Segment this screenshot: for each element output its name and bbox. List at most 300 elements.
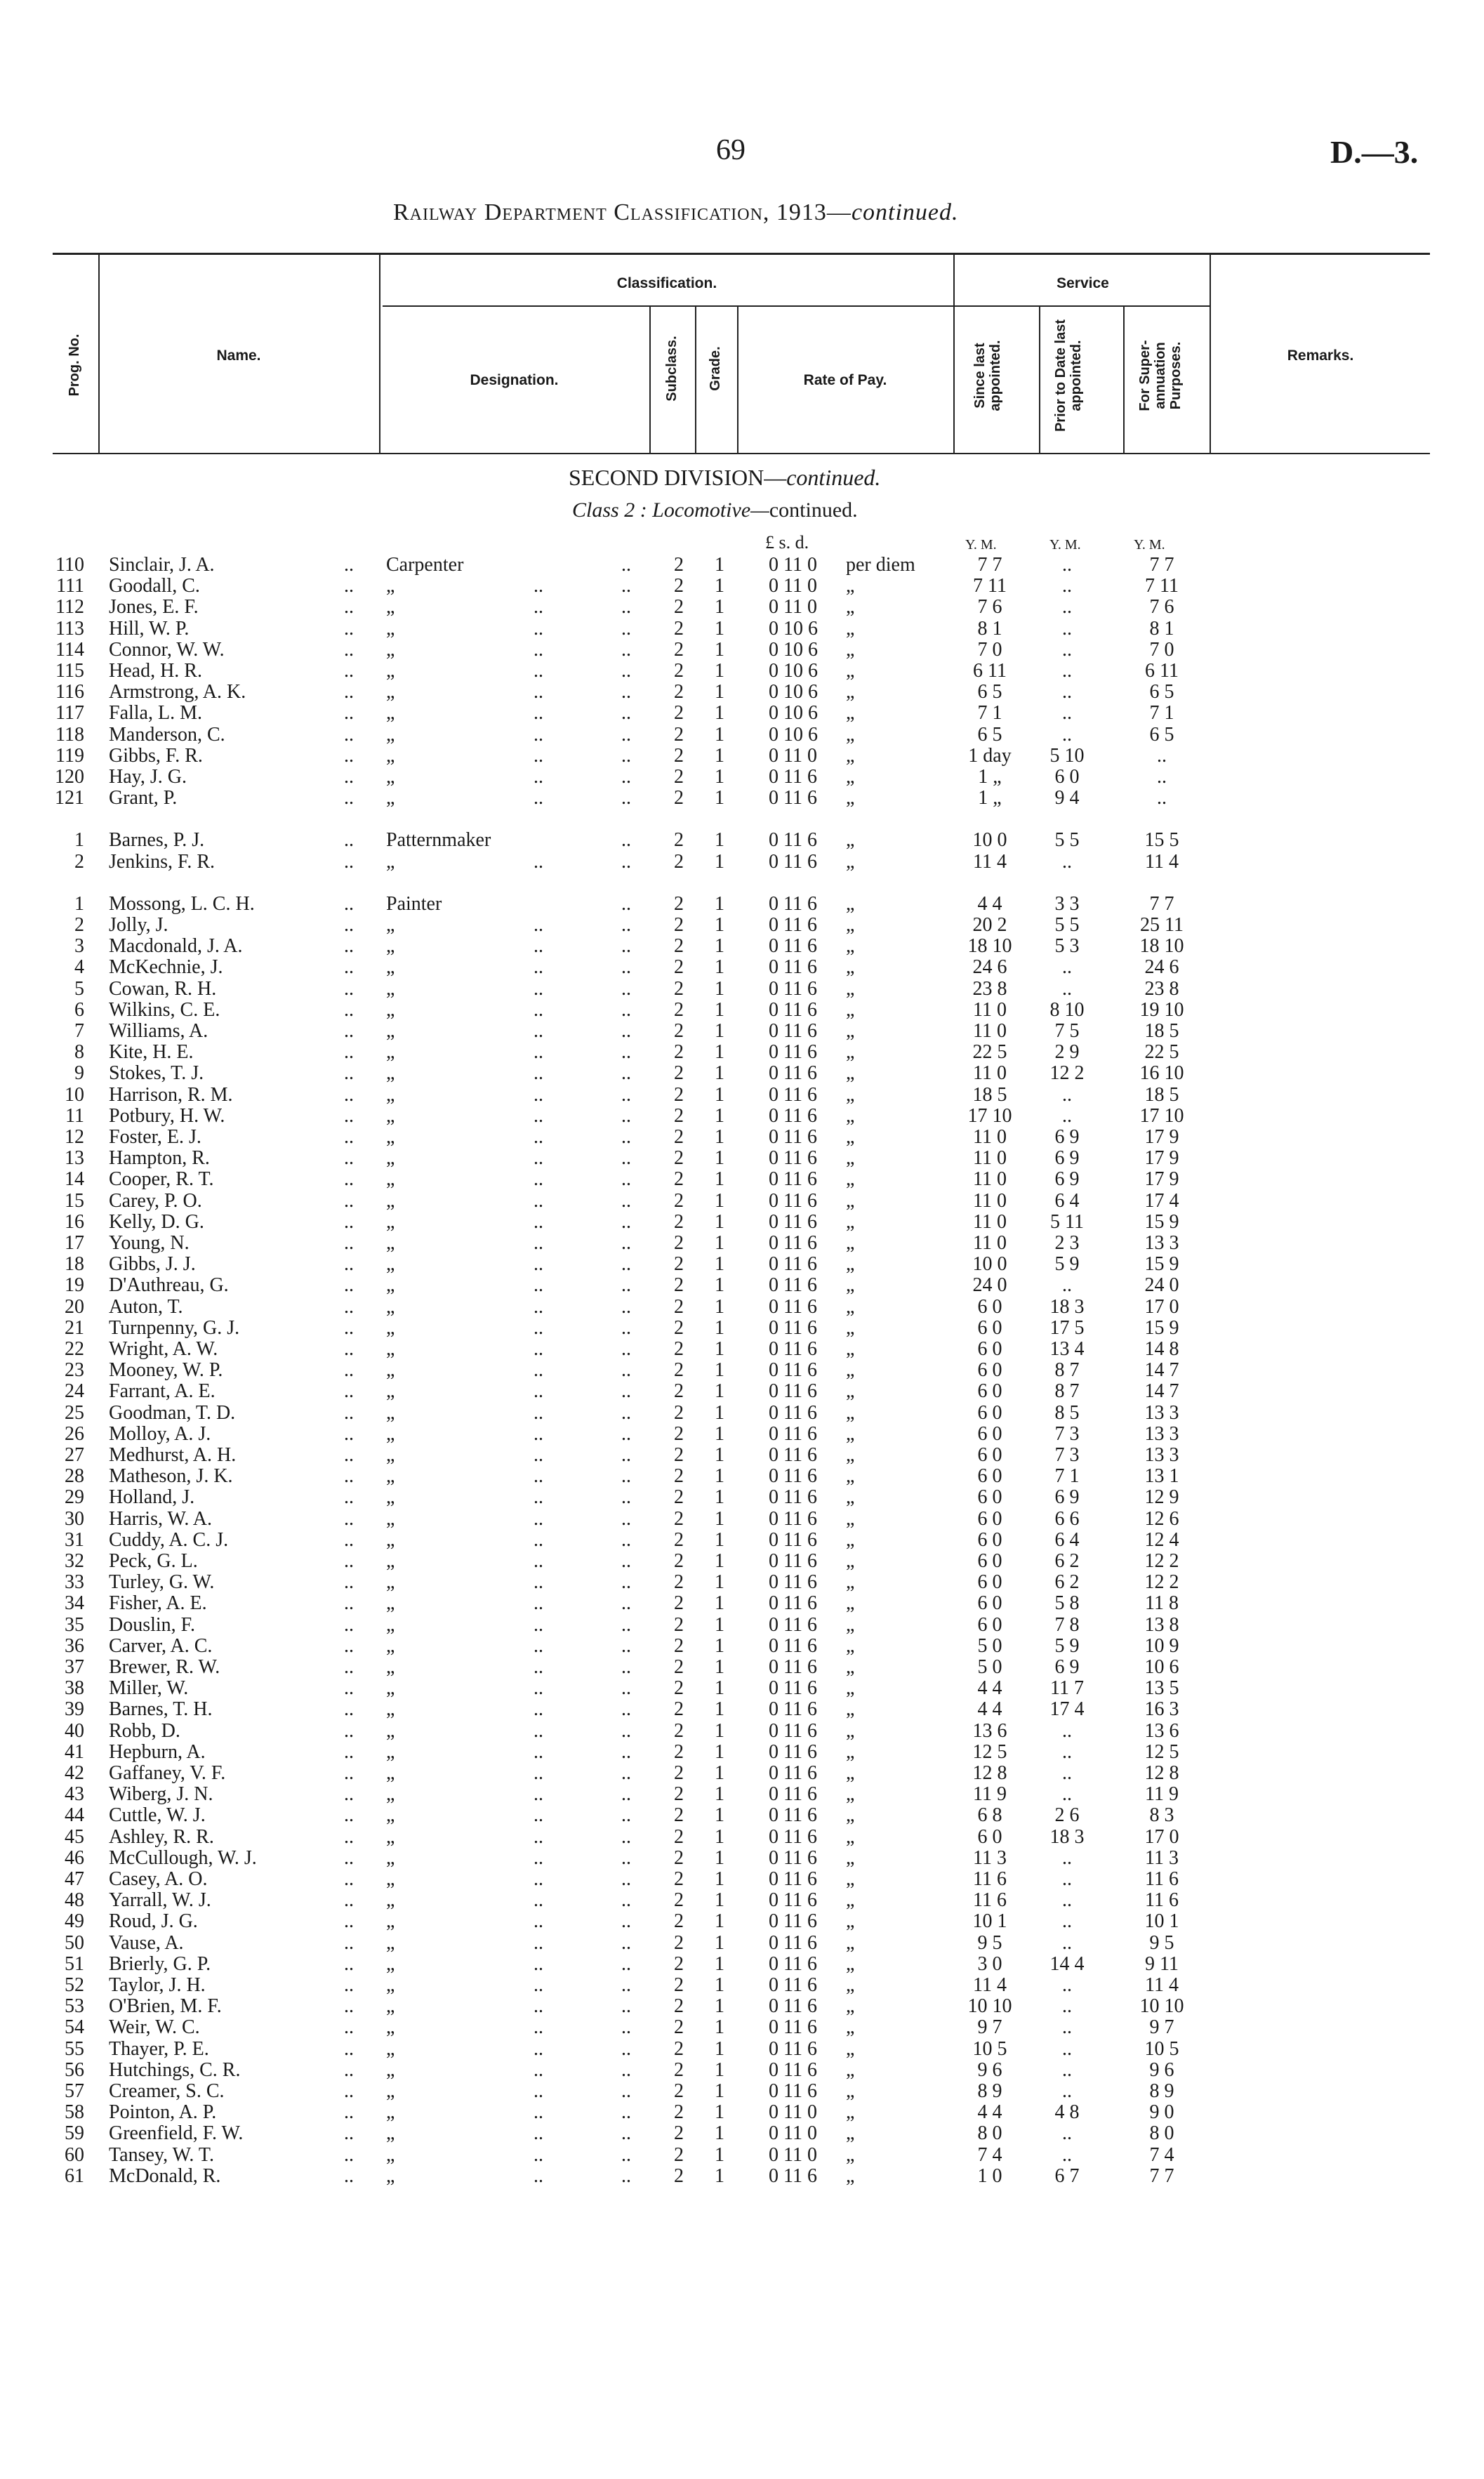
cell-name: Vause, A. xyxy=(109,1932,184,1954)
cell-grade: 1 xyxy=(715,978,724,1000)
cell-prior-to-date: 5 3 xyxy=(1054,935,1080,957)
cell-prior-to-date: 6 4 xyxy=(1054,1190,1080,1212)
cell-designation: „ xyxy=(386,1190,395,1212)
cell-since-last: 9 7 xyxy=(977,2016,1002,2038)
page-title xyxy=(393,199,959,226)
cell-name: Douslin, F. xyxy=(109,1614,196,1636)
leader-dots: .. xyxy=(534,1062,543,1084)
leader-dots: .. xyxy=(621,1232,631,1254)
cell-grade: 1 xyxy=(715,2165,724,2187)
header-top-rule xyxy=(53,253,1430,255)
table-row xyxy=(0,682,1484,703)
cell-prog-no: 120 xyxy=(55,766,84,788)
cell-superannuation: 12 2 xyxy=(1144,1550,1179,1572)
cell-prior-to-date: .. xyxy=(1062,2144,1072,2166)
table-row xyxy=(0,597,1484,618)
cell-superannuation: 10 10 xyxy=(1139,1995,1184,2017)
leader-dots: .. xyxy=(621,1847,631,1869)
cell-name: Goodall, C. xyxy=(109,575,200,597)
cell-name: Cowan, R. H. xyxy=(109,978,217,1000)
cell-rate-of-pay: 0 11 6 xyxy=(769,2016,817,2038)
cell-prog-no: 4 xyxy=(74,956,84,978)
cell-rate-of-pay: 0 11 6 xyxy=(769,978,817,1000)
cell-name: Potbury, H. W. xyxy=(109,1105,225,1127)
table-row xyxy=(0,1742,1484,1763)
cell-since-last: 8 9 xyxy=(977,2080,1002,2102)
leader-dots: .. xyxy=(534,1762,543,1784)
leader-dots: .. xyxy=(344,1698,354,1720)
cell-prog-no: 47 xyxy=(65,1868,84,1890)
grade-header: Grade. xyxy=(708,346,723,391)
cell-grade: 1 xyxy=(715,1804,724,1826)
divider xyxy=(1123,307,1125,453)
cell-prog-no: 5 xyxy=(74,978,84,1000)
cell-rate-of-pay: 0 11 6 xyxy=(769,1698,817,1720)
leader-dots: .. xyxy=(621,1105,631,1127)
cell-prog-no: 33 xyxy=(65,1571,84,1593)
cell-rate-of-pay: 0 11 6 xyxy=(769,851,817,873)
cell-name: Thayer, P. E. xyxy=(109,2038,209,2060)
cell-pay-suffix: „ xyxy=(846,1614,855,1636)
cell-subclass: 2 xyxy=(674,1147,684,1169)
cell-grade: 1 xyxy=(715,1190,724,1212)
cell-prog-no: 38 xyxy=(65,1677,84,1699)
cell-designation: „ xyxy=(386,1889,395,1911)
cell-subclass: 2 xyxy=(674,1296,684,1318)
cell-rate-of-pay: 0 11 6 xyxy=(769,1762,817,1784)
cell-rate-of-pay: 0 11 6 xyxy=(769,2038,817,2060)
cell-prior-to-date: .. xyxy=(1062,1889,1072,1911)
cell-designation: „ xyxy=(386,2016,395,2038)
leader-dots: .. xyxy=(344,1338,354,1360)
cell-rate-of-pay: 0 11 6 xyxy=(769,2059,817,2081)
cell-designation: „ xyxy=(386,1635,395,1657)
cell-name: Yarrall, W. J. xyxy=(109,1889,211,1911)
leader-dots: .. xyxy=(534,1656,543,1678)
cell-superannuation: 18 10 xyxy=(1139,935,1184,957)
cell-prior-to-date: .. xyxy=(1062,1762,1072,1784)
table-row xyxy=(0,2081,1484,2102)
cell-prior-to-date: .. xyxy=(1062,978,1072,1000)
cell-prior-to-date: 2 9 xyxy=(1054,1041,1080,1063)
cell-prog-no: 14 xyxy=(65,1168,84,1190)
leader-dots: .. xyxy=(344,999,354,1021)
leader-dots: .. xyxy=(621,978,631,1000)
cell-prior-to-date: .. xyxy=(1062,681,1072,703)
cell-grade: 1 xyxy=(715,2038,724,2060)
cell-superannuation: 8 3 xyxy=(1149,1804,1174,1826)
cell-grade: 1 xyxy=(715,1317,724,1339)
cell-prior-to-date: .. xyxy=(1062,1868,1072,1890)
cell-prior-to-date: 4 8 xyxy=(1054,2101,1080,2123)
cell-superannuation: 10 5 xyxy=(1144,2038,1179,2060)
cell-prior-to-date: .. xyxy=(1062,1741,1072,1763)
cell-subclass: 2 xyxy=(674,1062,684,1084)
cell-since-last: 1 day xyxy=(968,745,1012,767)
leader-dots: .. xyxy=(534,1211,543,1233)
cell-name: Cuddy, A. C. J. xyxy=(109,1529,229,1551)
cell-pay-suffix: „ xyxy=(846,618,855,640)
cell-name: Foster, E. J. xyxy=(109,1126,201,1148)
cell-since-last: 3 0 xyxy=(977,1953,1002,1975)
cell-prior-to-date: 6 6 xyxy=(1054,1508,1080,1530)
cell-pay-suffix: „ xyxy=(846,1020,855,1042)
leader-dots: .. xyxy=(344,1232,354,1254)
cell-superannuation: 19 10 xyxy=(1139,999,1184,1021)
cell-designation: „ xyxy=(386,1317,395,1339)
cell-prog-no: 27 xyxy=(65,1444,84,1466)
cell-rate-of-pay: 0 10 6 xyxy=(769,660,818,682)
cell-name: Pointon, A. P. xyxy=(109,2101,217,2123)
leader-dots: .. xyxy=(344,1868,354,1890)
cell-pay-suffix: „ xyxy=(846,660,855,682)
cell-designation: „ xyxy=(386,999,395,1021)
cell-designation: „ xyxy=(386,956,395,978)
cell-name: Stokes, T. J. xyxy=(109,1062,204,1084)
leader-dots: .. xyxy=(534,1105,543,1127)
cell-rate-of-pay: 0 11 6 xyxy=(769,1126,817,1148)
cell-rate-of-pay: 0 11 6 xyxy=(769,1444,817,1466)
leader-dots: .. xyxy=(534,766,543,788)
cell-designation: „ xyxy=(386,1062,395,1084)
cell-prior-to-date: 17 5 xyxy=(1049,1317,1085,1339)
leader-dots: .. xyxy=(344,1126,354,1148)
cell-rate-of-pay: 0 11 6 xyxy=(769,1317,817,1339)
leader-dots: .. xyxy=(621,2059,631,2081)
leader-dots: .. xyxy=(534,1380,543,1402)
cell-prog-no: 46 xyxy=(65,1847,84,1869)
cell-designation: „ xyxy=(386,1041,395,1063)
leader-dots: .. xyxy=(621,1486,631,1508)
leader-dots: .. xyxy=(621,1614,631,1636)
cell-pay-suffix: „ xyxy=(846,1847,855,1869)
cell-since-last: 10 5 xyxy=(972,2038,1007,2060)
cell-prior-to-date: 8 10 xyxy=(1049,999,1085,1021)
cell-prog-no: 36 xyxy=(65,1635,84,1657)
cell-prior-to-date: .. xyxy=(1062,1084,1072,1106)
cell-prior-to-date: .. xyxy=(1062,2122,1072,2144)
leader-dots: .. xyxy=(344,1062,354,1084)
cell-since-last: 6 0 xyxy=(977,1402,1002,1424)
cell-rate-of-pay: 0 11 6 xyxy=(769,935,817,957)
cell-subclass: 2 xyxy=(674,1826,684,1848)
cell-prog-no: 54 xyxy=(65,2016,84,2038)
cell-pay-suffix: „ xyxy=(846,1783,855,1805)
leader-dots: .. xyxy=(534,1508,543,1530)
cell-prog-no: 40 xyxy=(65,1720,84,1742)
cell-superannuation: 15 9 xyxy=(1144,1317,1179,1339)
cell-subclass: 2 xyxy=(674,1253,684,1275)
cell-designation: „ xyxy=(386,1783,395,1805)
cell-pay-suffix: „ xyxy=(846,1826,855,1848)
cell-name: Wilkins, C. E. xyxy=(109,999,220,1021)
cell-pay-suffix: „ xyxy=(846,1423,855,1445)
leader-dots: .. xyxy=(344,596,354,618)
cell-rate-of-pay: 0 11 6 xyxy=(769,766,817,788)
cell-designation: „ xyxy=(386,745,395,767)
leader-dots: .. xyxy=(534,1720,543,1742)
leader-dots: .. xyxy=(534,1847,543,1869)
cell-grade: 1 xyxy=(715,1953,724,1975)
leader-dots: .. xyxy=(621,1592,631,1614)
cell-rate-of-pay: 0 11 6 xyxy=(769,1402,817,1424)
cell-rate-of-pay: 0 11 6 xyxy=(769,1635,817,1657)
leader-dots: .. xyxy=(534,1232,543,1254)
leader-dots: .. xyxy=(534,660,543,682)
table-row xyxy=(0,1699,1484,1720)
cell-superannuation: 13 8 xyxy=(1144,1614,1179,1636)
cell-since-last: 6 0 xyxy=(977,1826,1002,1848)
leader-dots: .. xyxy=(344,1783,354,1805)
cell-pay-suffix: „ xyxy=(846,1359,855,1381)
cell-subclass: 2 xyxy=(674,787,684,809)
cell-grade: 1 xyxy=(715,999,724,1021)
cell-prog-no: 18 xyxy=(65,1253,84,1275)
cell-designation: „ xyxy=(386,1084,395,1106)
cell-superannuation: 12 8 xyxy=(1144,1762,1179,1784)
table-row xyxy=(0,1530,1484,1551)
leader-dots: .. xyxy=(534,2059,543,2081)
leader-dots: .. xyxy=(344,1550,354,1572)
cell-grade: 1 xyxy=(715,702,724,724)
cell-subclass: 2 xyxy=(674,639,684,661)
cell-prog-no: 111 xyxy=(56,575,84,597)
cell-rate-of-pay: 0 11 6 xyxy=(769,829,817,851)
cell-subclass: 2 xyxy=(674,1614,684,1636)
cell-superannuation: 7 7 xyxy=(1149,2165,1174,2187)
cell-pay-suffix: per diem xyxy=(846,554,915,576)
leader-dots: .. xyxy=(621,1677,631,1699)
cell-rate-of-pay: 0 11 6 xyxy=(769,787,817,809)
cell-designation: „ xyxy=(386,1656,395,1678)
super-units: Y. M. xyxy=(1134,537,1165,553)
cell-grade: 1 xyxy=(715,1338,724,1360)
cell-prior-to-date: .. xyxy=(1062,1974,1072,1996)
cell-prog-no: 114 xyxy=(55,639,84,661)
cell-designation: „ xyxy=(386,787,395,809)
cell-subclass: 2 xyxy=(674,1804,684,1826)
cell-prog-no: 42 xyxy=(65,1762,84,1784)
cell-rate-of-pay: 0 11 6 xyxy=(769,1359,817,1381)
leader-dots: .. xyxy=(621,1826,631,1848)
cell-since-last: 4 4 xyxy=(977,1677,1002,1699)
leader-dots: .. xyxy=(534,1274,543,1296)
cell-grade: 1 xyxy=(715,2016,724,2038)
leader-dots: .. xyxy=(344,956,354,978)
cell-name: Farrant, A. E. xyxy=(109,1380,216,1402)
cell-superannuation: .. xyxy=(1157,766,1167,788)
leader-dots: .. xyxy=(344,554,354,576)
section-class-continued: continued. xyxy=(769,498,858,522)
cell-pay-suffix: „ xyxy=(846,745,855,767)
cell-pay-suffix: „ xyxy=(846,2122,855,2144)
cell-name: McDonald, R. xyxy=(109,2165,221,2187)
cell-prior-to-date: 6 0 xyxy=(1054,766,1080,788)
cell-since-last: 6 0 xyxy=(977,1571,1002,1593)
cell-pay-suffix: „ xyxy=(846,2165,855,2187)
cell-name: Cooper, R. T. xyxy=(109,1168,214,1190)
cell-since-last: 11 0 xyxy=(973,999,1007,1021)
cell-name: Hay, J. G. xyxy=(109,766,187,788)
cell-prior-to-date: .. xyxy=(1062,851,1072,873)
leader-dots: .. xyxy=(621,1910,631,1932)
leader-dots: .. xyxy=(344,1296,354,1318)
leader-dots: .. xyxy=(621,2122,631,2144)
leader-dots: .. xyxy=(621,724,631,746)
cell-name: Williams, A. xyxy=(109,1020,208,1042)
table-row xyxy=(0,1933,1484,1954)
cell-grade: 1 xyxy=(715,1932,724,1954)
leader-dots: .. xyxy=(534,1953,543,1975)
cell-superannuation: 11 9 xyxy=(1145,1783,1179,1805)
cell-rate-of-pay: 0 11 6 xyxy=(769,1783,817,1805)
cell-grade: 1 xyxy=(715,724,724,746)
cell-pay-suffix: „ xyxy=(846,1211,855,1233)
cell-designation: „ xyxy=(386,1444,395,1466)
cell-rate-of-pay: 0 11 6 xyxy=(769,1847,817,1869)
leader-dots: .. xyxy=(621,1571,631,1593)
leader-dots: .. xyxy=(534,1253,543,1275)
cell-prog-no: 20 xyxy=(65,1296,84,1318)
cell-superannuation: 6 11 xyxy=(1145,660,1179,682)
cell-since-last: 6 0 xyxy=(977,1444,1002,1466)
cell-prior-to-date: .. xyxy=(1062,2080,1072,2102)
cell-superannuation: 9 11 xyxy=(1145,1953,1179,1975)
cell-name: Kite, H. E. xyxy=(109,1041,194,1063)
cell-designation: „ xyxy=(386,1571,395,1593)
cell-since-last: 6 0 xyxy=(977,1296,1002,1318)
cell-subclass: 2 xyxy=(674,1910,684,1932)
since-last-header: Since last appointed. xyxy=(972,340,1003,411)
cell-name: Roud, J. G. xyxy=(109,1910,198,1932)
leader-dots: .. xyxy=(344,1041,354,1063)
leader-dots: .. xyxy=(621,1804,631,1826)
cell-superannuation: 9 0 xyxy=(1149,2101,1174,2123)
cell-designation: „ xyxy=(386,1720,395,1742)
cell-rate-of-pay: 0 10 6 xyxy=(769,639,818,661)
cell-designation: „ xyxy=(386,1847,395,1869)
cell-subclass: 2 xyxy=(674,1741,684,1763)
cell-name: Ashley, R. R. xyxy=(109,1826,214,1848)
cell-grade: 1 xyxy=(715,681,724,703)
cell-grade: 1 xyxy=(715,1741,724,1763)
cell-since-last: 17 10 xyxy=(967,1105,1012,1127)
cell-prior-to-date: 9 4 xyxy=(1054,787,1080,809)
cell-name: Matheson, J. K. xyxy=(109,1465,233,1487)
leader-dots: .. xyxy=(621,681,631,703)
leader-dots: .. xyxy=(534,2080,543,2102)
document-reference: D.—3. xyxy=(1330,134,1419,170)
cell-rate-of-pay: 0 11 6 xyxy=(769,1296,817,1318)
cell-pay-suffix: „ xyxy=(846,724,855,746)
cell-name: Robb, D. xyxy=(109,1720,180,1742)
cell-grade: 1 xyxy=(715,554,724,576)
cell-subclass: 2 xyxy=(674,2144,684,2166)
leader-dots: .. xyxy=(621,660,631,682)
cell-name: O'Brien, M. F. xyxy=(109,1995,222,2017)
leader-dots: .. xyxy=(621,851,631,873)
cell-designation: Patternmaker xyxy=(386,829,491,851)
cell-subclass: 2 xyxy=(674,851,684,873)
cell-prog-no: 119 xyxy=(55,745,84,767)
cell-since-last: 11 3 xyxy=(973,1847,1007,1869)
cell-prog-no: 25 xyxy=(65,1402,84,1424)
cell-designation: Painter xyxy=(386,893,442,915)
cell-grade: 1 xyxy=(715,1508,724,1530)
cell-since-last: 7 6 xyxy=(977,596,1002,618)
leader-dots: .. xyxy=(534,1423,543,1445)
cell-subclass: 2 xyxy=(674,1677,684,1699)
cell-name: McKechnie, J. xyxy=(109,956,223,978)
table-row xyxy=(0,1848,1484,1869)
cell-subclass: 2 xyxy=(674,2059,684,2081)
table-row xyxy=(0,640,1484,661)
cell-rate-of-pay: 0 11 6 xyxy=(769,1868,817,1890)
cell-since-last: 12 5 xyxy=(972,1741,1007,1763)
service-underline xyxy=(955,305,1211,307)
table-row xyxy=(0,1678,1484,1699)
cell-grade: 1 xyxy=(715,851,724,873)
cell-name: Medhurst, A. H. xyxy=(109,1444,237,1466)
cell-since-last: 4 4 xyxy=(977,2101,1002,2123)
cell-subclass: 2 xyxy=(674,1762,684,1784)
cell-name: D'Authreau, G. xyxy=(109,1274,229,1296)
cell-prior-to-date: 2 3 xyxy=(1054,1232,1080,1254)
cell-since-last: 9 5 xyxy=(977,1932,1002,1954)
cell-superannuation: 7 11 xyxy=(1145,575,1179,597)
leader-dots: .. xyxy=(621,1423,631,1445)
cell-grade: 1 xyxy=(715,1126,724,1148)
cell-prog-no: 30 xyxy=(65,1508,84,1530)
cell-name: Brierly, G. P. xyxy=(109,1953,211,1975)
leader-dots: .. xyxy=(534,2165,543,2187)
leader-dots: .. xyxy=(534,1826,543,1848)
cell-prior-to-date: .. xyxy=(1062,1995,1072,2017)
leader-dots: .. xyxy=(344,575,354,597)
table-row xyxy=(0,576,1484,597)
leader-dots: .. xyxy=(534,1868,543,1890)
designation-header: Designation. xyxy=(470,372,559,388)
cell-prior-to-date: 6 7 xyxy=(1054,2165,1080,2187)
cell-since-last: 1 „ xyxy=(978,766,1002,788)
cell-prog-no: 2 xyxy=(74,851,84,873)
cell-superannuation: 8 1 xyxy=(1149,618,1174,640)
cell-pay-suffix: „ xyxy=(846,1698,855,1720)
cell-grade: 1 xyxy=(715,1868,724,1890)
leader-dots: .. xyxy=(621,1296,631,1318)
cell-designation: „ xyxy=(386,1804,395,1826)
leader-dots: .. xyxy=(534,956,543,978)
leader-dots: .. xyxy=(534,1147,543,1169)
table-row xyxy=(0,1360,1484,1381)
cell-name: Hutchings, C. R. xyxy=(109,2059,241,2081)
cell-superannuation: 25 11 xyxy=(1140,914,1184,936)
table-row xyxy=(0,1403,1484,1424)
leader-dots: .. xyxy=(534,618,543,640)
cell-grade: 1 xyxy=(715,1423,724,1445)
table-row xyxy=(0,979,1484,1000)
cell-superannuation: 11 3 xyxy=(1145,1847,1179,1869)
cell-superannuation: 13 3 xyxy=(1144,1402,1179,1424)
cell-subclass: 2 xyxy=(674,1635,684,1657)
cell-prog-no: 7 xyxy=(74,1020,84,1042)
cell-name: Jenkins, F. R. xyxy=(109,851,216,873)
cell-prior-to-date: 7 8 xyxy=(1054,1614,1080,1636)
leader-dots: .. xyxy=(344,1380,354,1402)
cell-prior-to-date: 7 5 xyxy=(1054,1020,1080,1042)
cell-rate-of-pay: 0 11 6 xyxy=(769,1550,817,1572)
leader-dots: .. xyxy=(534,1889,543,1911)
